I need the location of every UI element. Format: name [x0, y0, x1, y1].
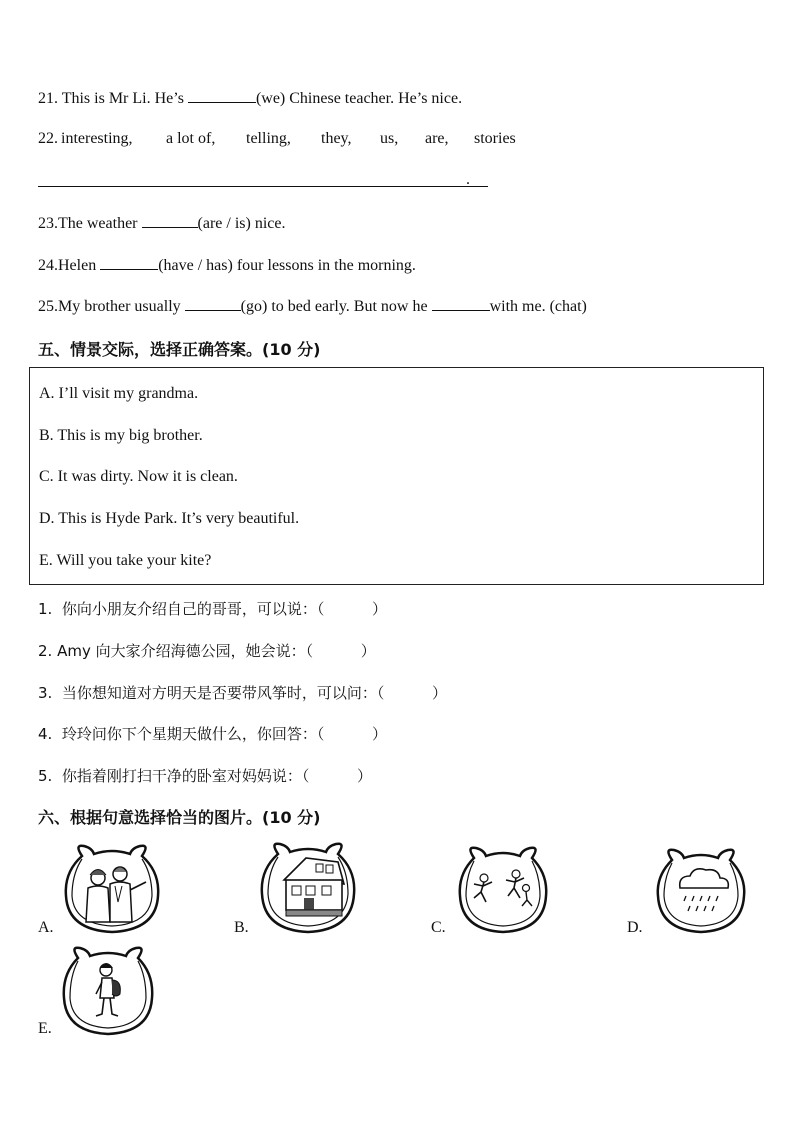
picture-e-label: E. — [38, 1020, 52, 1037]
answer-line[interactable] — [38, 186, 488, 187]
word-item: us, — [380, 130, 399, 147]
word-item: a lot of, — [166, 130, 216, 147]
answer-blank[interactable] — [432, 296, 490, 311]
section-5-title: 五、情景交际，选择正确答案。(10 分) — [38, 340, 321, 359]
option-c: C. It was dirty. Now it is clean. — [39, 468, 238, 485]
word-item: stories — [474, 130, 516, 147]
picture-d-label: D. — [627, 919, 643, 936]
question-21: 21. This is Mr Li. He’s (we) Chinese teacher. He’s nice. — [38, 90, 463, 107]
picture-a-label: A. — [38, 919, 54, 936]
option-a: A. I’ll visit my grandma. — [39, 385, 199, 402]
options-box — [29, 367, 764, 585]
question-5-2[interactable]: 2. Amy 向大家介绍海德公园，她会说：（ ） — [38, 642, 376, 660]
option-e: E. Will you take your kite? — [39, 552, 212, 569]
house-icon[interactable] — [258, 840, 360, 936]
picture-b-label: B. — [234, 919, 249, 936]
answer-blank[interactable] — [142, 213, 198, 228]
question-24: 24.Helen (have / has) four lessons in the morning. — [38, 257, 416, 274]
question-5-3[interactable]: 3. 当你想知道对方明天是否要带风筝时，可以问：（ ） — [38, 684, 448, 702]
answer-blank[interactable] — [100, 255, 158, 270]
word-item: are, — [425, 130, 449, 147]
answer-blank[interactable] — [185, 296, 241, 311]
section-6-title: 六、根据句意选择恰当的图片。(10 分) — [38, 808, 321, 827]
word-item: interesting, — [61, 130, 133, 147]
children-playing-icon[interactable] — [454, 844, 552, 936]
word-item: telling, — [246, 130, 291, 147]
question-25: 25.My brother usually (go) to bed early. But now he with me. (chat) — [38, 298, 587, 315]
word-item: they, — [321, 130, 352, 147]
picture-c-label: C. — [431, 919, 446, 936]
girl-walking-icon[interactable] — [58, 944, 158, 1038]
answer-blank[interactable] — [188, 88, 256, 103]
option-d: D. This is Hyde Park. It’s very beautiful. — [39, 510, 300, 527]
question-5-5[interactable]: 5. 你指着刚打扫干净的卧室对妈妈说：（ ） — [38, 767, 373, 785]
rain-cloud-icon[interactable] — [652, 846, 750, 936]
question-5-1[interactable]: 1. 你向小朋友介绍自己的哥哥，可以说：（ ） — [38, 600, 388, 618]
old-couple-icon[interactable] — [60, 842, 164, 936]
question-22-number: 22. — [38, 130, 58, 147]
option-b: B. This is my big brother. — [39, 427, 203, 444]
question-5-4[interactable]: 4. 玲玲问你下个星期天做什么，你回答：（ ） — [38, 725, 388, 743]
question-23: 23.The weather (are / is) nice. — [38, 215, 286, 232]
